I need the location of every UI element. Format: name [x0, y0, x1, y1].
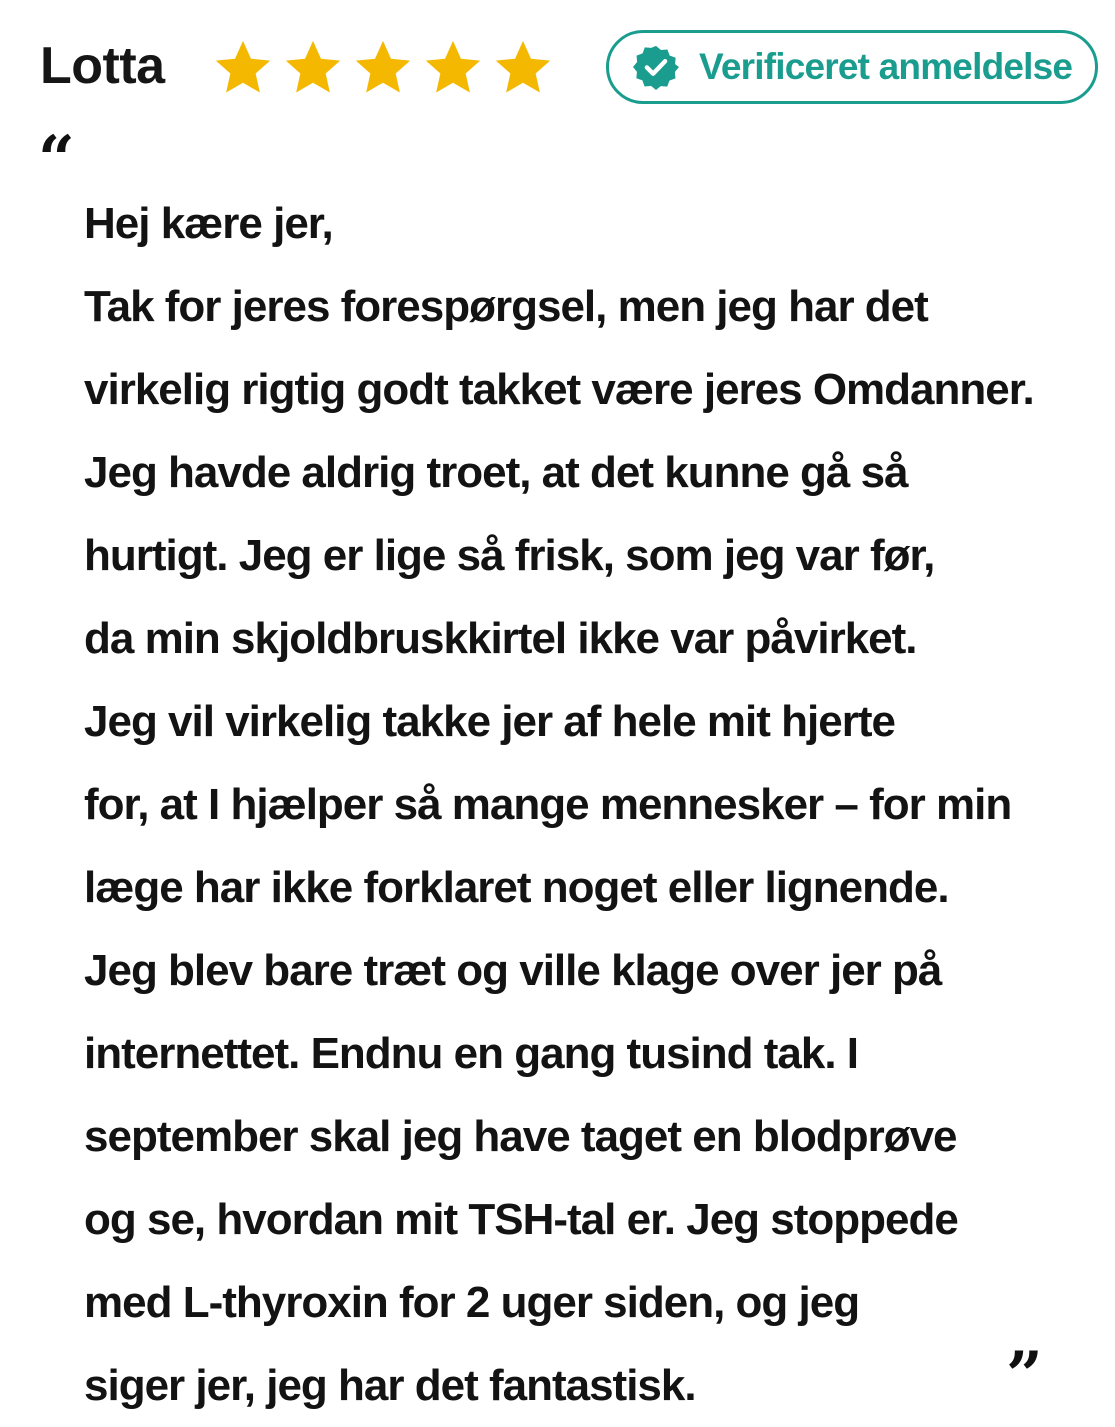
- review-line: da min skjoldbruskkirtel ikke var påvirket.: [84, 614, 917, 663]
- verified-review-label: Verificeret anmeldelse: [699, 46, 1073, 87]
- review-header: [0, 0, 1115, 120]
- closing-quote-mark: ”: [1006, 1338, 1043, 1413]
- star-rating: [212, 36, 562, 100]
- star-icon: [282, 37, 344, 99]
- star-icon: [352, 37, 414, 99]
- review-line: hurtigt. Jeg er lige så frisk, som jeg var før,: [84, 531, 935, 580]
- review-text: [84, 182, 1084, 1427]
- review-line: virkelig rigtig godt takket være jeres Omdanner.: [84, 365, 1034, 414]
- opening-quote-mark: “: [38, 122, 75, 197]
- reviewer-name: Lotta: [40, 37, 165, 95]
- review-line: med L-thyroxin for 2 uger siden, og jeg: [84, 1278, 860, 1327]
- review-line: Jeg havde aldrig troet, at det kunne gå så: [84, 448, 908, 497]
- review-line: internettet. Endnu en gang tusind tak. I: [84, 1029, 859, 1078]
- review-line: Jeg vil virkelig takke jer af hele mit hjerte: [84, 697, 895, 746]
- review-line: og se, hvordan mit TSH-tal er. Jeg stoppede: [84, 1195, 958, 1244]
- verified-review-badge: [606, 30, 1098, 104]
- review-line: læge har ikke forklaret noget eller lignende.: [84, 863, 949, 912]
- review-line: for, at I hjælper så mange mennesker – for min: [84, 780, 1012, 829]
- review-line: siger jer, jeg har det fantastisk.: [84, 1361, 696, 1410]
- review-line: Hej kære jer,: [84, 199, 333, 248]
- verified-check-icon: [633, 44, 679, 90]
- review-line: september skal jeg have taget en blodprøve: [84, 1112, 957, 1161]
- star-icon: [422, 37, 484, 99]
- star-icon: [492, 37, 554, 99]
- review-line: Jeg blev bare træt og ville klage over jer på: [84, 946, 942, 995]
- star-icon: [212, 37, 274, 99]
- review-line: Tak for jeres forespørgsel, men jeg har det: [84, 282, 928, 331]
